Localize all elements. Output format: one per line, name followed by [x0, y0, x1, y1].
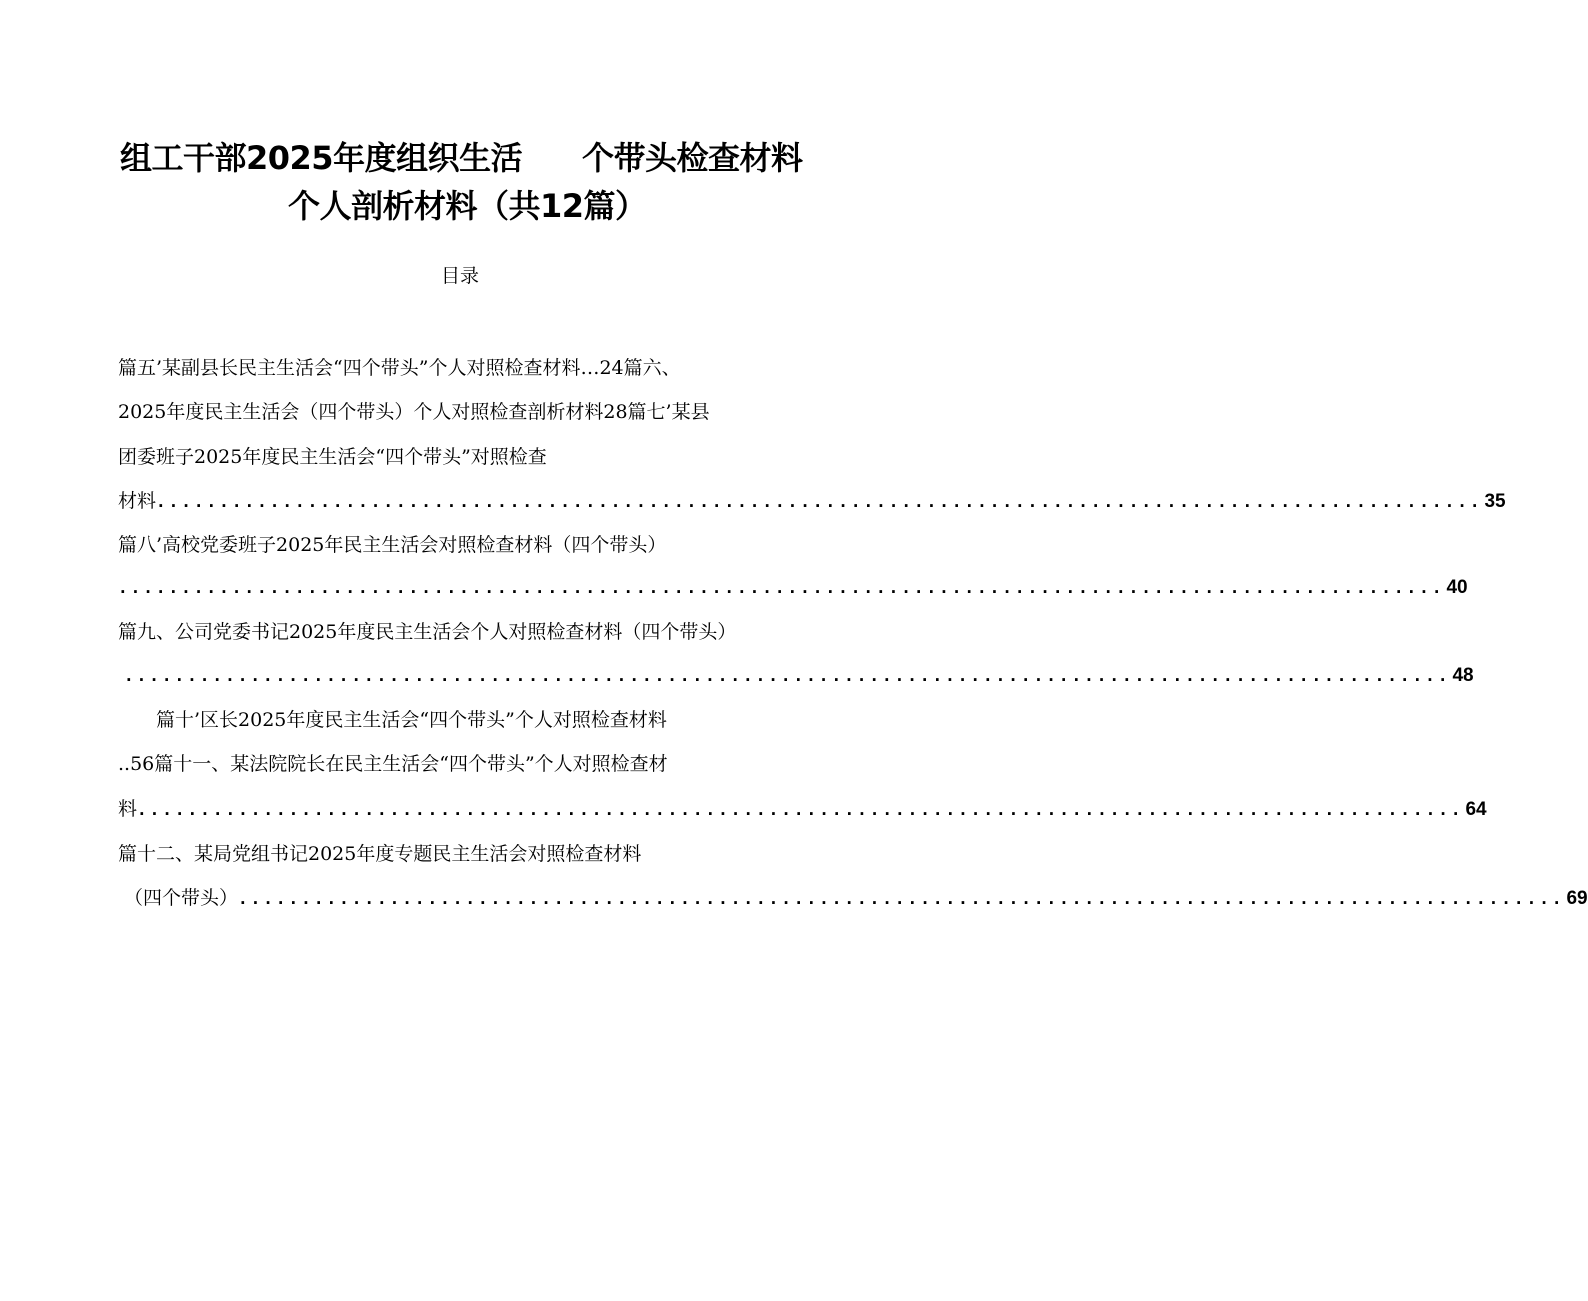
toc-line[interactable]: [118, 443, 718, 471]
toc-text: 团委班子2025年度民主生活会“四个带头”对照检查: [118, 446, 547, 468]
toc-text: 篇十二、某局党组书记2025年度专题民主生活会对照检查材料: [118, 843, 642, 865]
toc-line[interactable]: [118, 840, 778, 868]
toc-text: ..56篇十一、某法院院长在民主生活会“四个带头”个人对照检查材: [118, 753, 668, 775]
toc-entry-line[interactable]: [124, 884, 1588, 913]
dot-leader: .........................................................................................................: [238, 889, 1565, 908]
toc-text: （四个带头）: [124, 887, 239, 909]
toc-entry-line[interactable]: [118, 574, 1468, 602]
dot-leader: .........................................................................................................: [124, 666, 1451, 685]
toc-text: 料: [118, 798, 138, 820]
toc-line[interactable]: [156, 706, 806, 734]
toc-line[interactable]: [118, 750, 828, 778]
page-number: 69: [1566, 888, 1588, 909]
toc-text: 篇十’区长2025年度民主生活会“四个带头”个人对照检查材料: [156, 709, 667, 731]
toc-text: 篇五’某副县长民主生活会“四个带头”个人对照检查材料…24篇六、: [118, 357, 681, 379]
page-number: 35: [1484, 491, 1506, 512]
toc-line[interactable]: [118, 354, 808, 382]
page-number: 40: [1446, 577, 1468, 598]
toc-text: 篇九、公司党委书记2025年度民主生活会个人对照检查材料（四个带头）: [118, 621, 737, 643]
toc-text: 篇八’高校党委班子2025年民主生活会对照检查材料（四个带头）: [118, 534, 667, 556]
dot-leader: .........................................................................................................: [137, 800, 1464, 819]
page-number: 48: [1452, 665, 1474, 686]
toc-text: 2025年度民主生活会（四个带头）个人对照检查剖析材料28篇七’某县: [118, 401, 710, 423]
toc-line[interactable]: [118, 398, 808, 426]
page-number: 64: [1465, 799, 1487, 820]
document-title-line1-part1: 组工干部2025年度组织生活: [120, 139, 523, 177]
toc-text: 材料: [118, 490, 157, 512]
toc-entry-line[interactable]: [118, 795, 1487, 824]
document-title-line1-part2: 个带头检查材料: [582, 139, 803, 177]
toc-line[interactable]: [118, 531, 808, 559]
toc-entry-line[interactable]: [118, 487, 1506, 516]
toc-heading: 目录: [440, 265, 479, 287]
toc-line[interactable]: [118, 618, 838, 646]
toc-entry-line[interactable]: [124, 662, 1474, 690]
dot-leader: .........................................................................................................: [156, 492, 1483, 511]
document-title-line2: 个人剖析材料（共12篇）: [288, 187, 647, 225]
dot-leader: .........................................................................................................: [118, 578, 1445, 597]
